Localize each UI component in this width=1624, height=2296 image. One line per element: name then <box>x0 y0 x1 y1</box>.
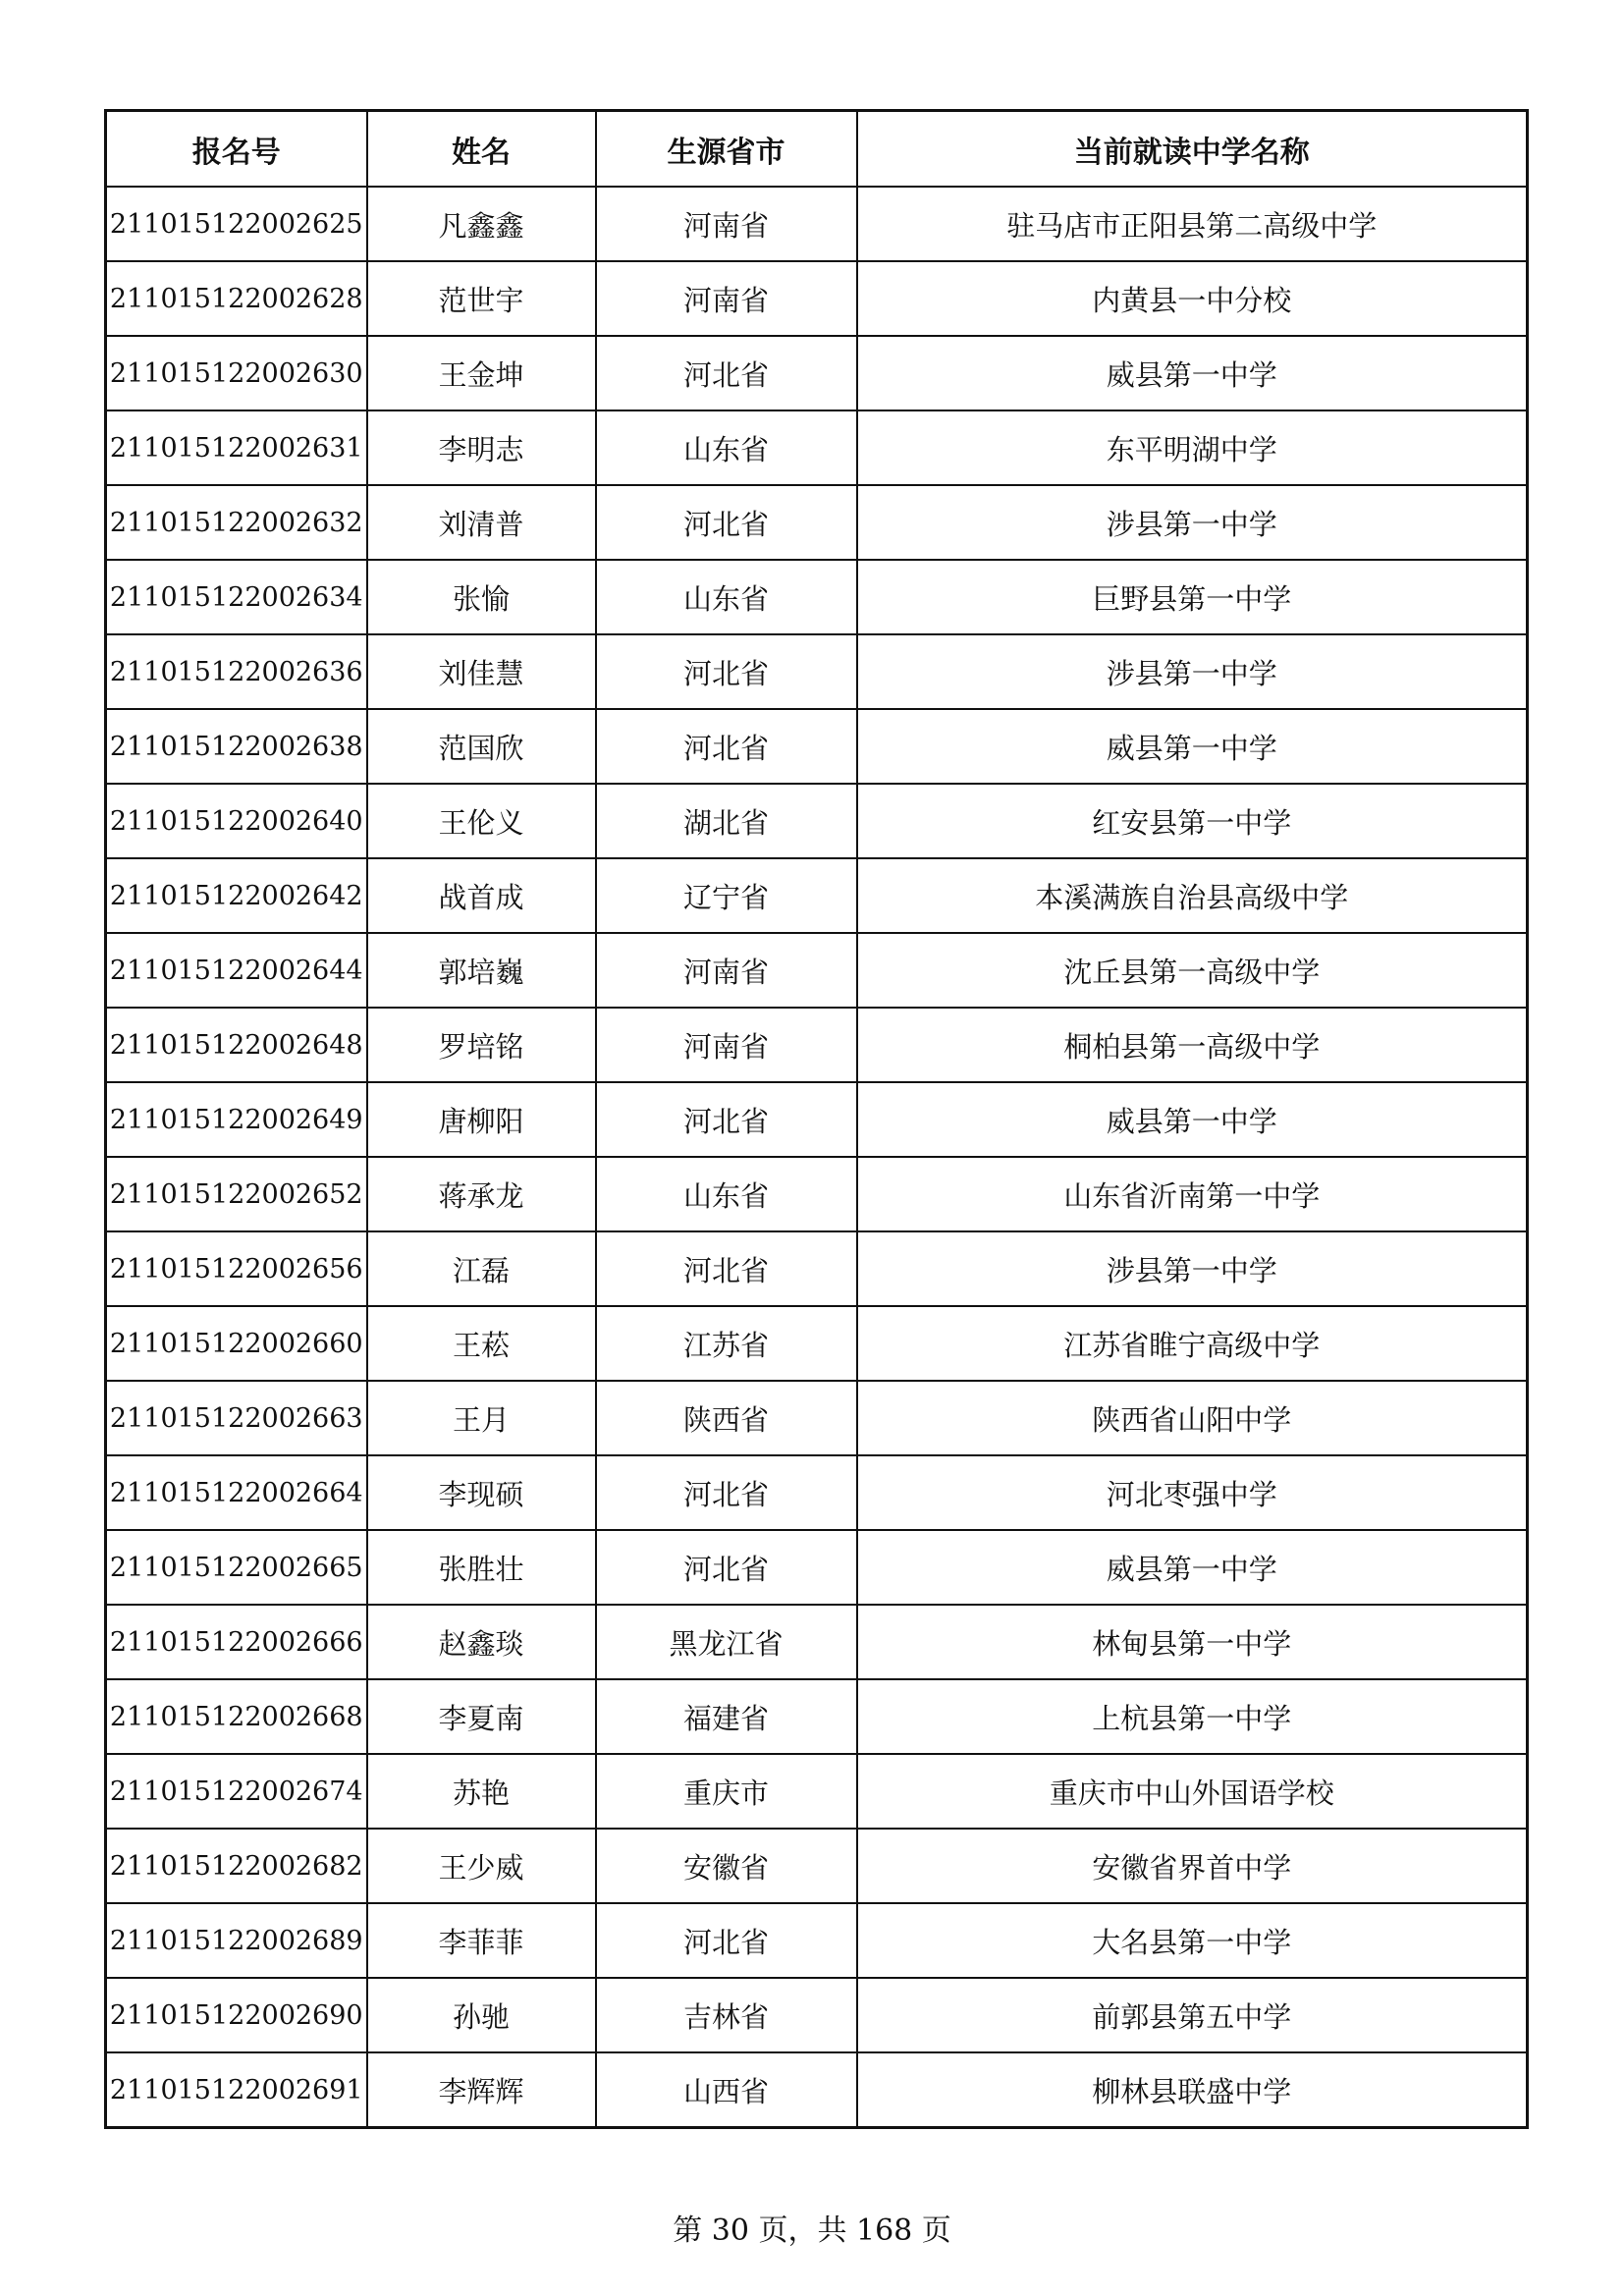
school-name-cell: 前郭县第五中学 <box>857 1978 1528 2052</box>
school-name-cell: 江苏省睢宁高级中学 <box>857 1306 1528 1381</box>
table-row <box>106 1829 1528 1903</box>
province-cell: 河北省 <box>596 709 857 784</box>
registration-number-cell: 211015122002664 <box>106 1455 367 1530</box>
registration-number-cell: 211015122002632 <box>106 485 367 560</box>
student-name-cell: 李辉辉 <box>367 2052 596 2128</box>
province-cell: 河北省 <box>596 336 857 410</box>
student-name-cell: 苏艳 <box>367 1754 596 1829</box>
province-cell: 河北省 <box>596 1903 857 1978</box>
province-cell: 江苏省 <box>596 1306 857 1381</box>
table-row <box>106 1008 1528 1082</box>
student-name-cell: 王伦义 <box>367 784 596 858</box>
registration-number-cell: 211015122002634 <box>106 560 367 634</box>
student-name-cell: 江磊 <box>367 1231 596 1306</box>
admission-roster-table <box>104 109 1529 2129</box>
registration-number-cell: 211015122002682 <box>106 1829 367 1903</box>
table-row <box>106 784 1528 858</box>
school-name-cell: 巨野县第一中学 <box>857 560 1528 634</box>
table-row <box>106 1455 1528 1530</box>
school-name-cell: 本溪满族自治县高级中学 <box>857 858 1528 933</box>
school-name-cell: 东平明湖中学 <box>857 410 1528 485</box>
province-cell: 湖北省 <box>596 784 857 858</box>
registration-number-cell: 211015122002628 <box>106 261 367 336</box>
school-name-cell: 林甸县第一中学 <box>857 1605 1528 1679</box>
province-cell: 河南省 <box>596 187 857 261</box>
registration-number-cell: 211015122002674 <box>106 1754 367 1829</box>
header-registration-number: 报名号 <box>106 111 367 188</box>
province-cell: 河北省 <box>596 485 857 560</box>
student-name-cell: 刘清普 <box>367 485 596 560</box>
registration-number-cell: 211015122002625 <box>106 187 367 261</box>
registration-number-cell: 211015122002691 <box>106 2052 367 2128</box>
student-name-cell: 张胜壮 <box>367 1530 596 1605</box>
table-row <box>106 1754 1528 1829</box>
table-row <box>106 1381 1528 1455</box>
province-cell: 山西省 <box>596 2052 857 2128</box>
school-name-cell: 涉县第一中学 <box>857 485 1528 560</box>
registration-number-cell: 211015122002666 <box>106 1605 367 1679</box>
province-cell: 山东省 <box>596 1157 857 1231</box>
province-cell: 福建省 <box>596 1679 857 1754</box>
registration-number-cell: 211015122002648 <box>106 1008 367 1082</box>
school-name-cell: 柳林县联盛中学 <box>857 2052 1528 2128</box>
registration-number-cell: 211015122002663 <box>106 1381 367 1455</box>
school-name-cell: 驻马店市正阳县第二高级中学 <box>857 187 1528 261</box>
student-name-cell: 李菲菲 <box>367 1903 596 1978</box>
registration-number-cell: 211015122002642 <box>106 858 367 933</box>
province-cell: 山东省 <box>596 560 857 634</box>
province-cell: 吉林省 <box>596 1978 857 2052</box>
header-name: 姓名 <box>367 111 596 188</box>
table-row <box>106 1082 1528 1157</box>
province-cell: 黑龙江省 <box>596 1605 857 1679</box>
province-cell: 河南省 <box>596 261 857 336</box>
school-name-cell: 威县第一中学 <box>857 709 1528 784</box>
table-row <box>106 336 1528 410</box>
table-row <box>106 1605 1528 1679</box>
registration-number-cell: 211015122002652 <box>106 1157 367 1231</box>
student-name-cell: 唐柳阳 <box>367 1082 596 1157</box>
registration-number-cell: 211015122002640 <box>106 784 367 858</box>
student-name-cell: 赵鑫琰 <box>367 1605 596 1679</box>
student-name-cell: 刘佳慧 <box>367 634 596 709</box>
table-row <box>106 1679 1528 1754</box>
school-name-cell: 大名县第一中学 <box>857 1903 1528 1978</box>
student-name-cell: 战首成 <box>367 858 596 933</box>
school-name-cell: 威县第一中学 <box>857 1082 1528 1157</box>
student-name-cell: 张愉 <box>367 560 596 634</box>
school-name-cell: 威县第一中学 <box>857 1530 1528 1605</box>
header-school: 当前就读中学名称 <box>857 111 1528 188</box>
school-name-cell: 山东省沂南第一中学 <box>857 1157 1528 1231</box>
table-header <box>106 111 1528 188</box>
school-name-cell: 红安县第一中学 <box>857 784 1528 858</box>
table-row <box>106 1157 1528 1231</box>
province-cell: 山东省 <box>596 410 857 485</box>
table-row <box>106 634 1528 709</box>
province-cell: 河南省 <box>596 933 857 1008</box>
registration-number-cell: 211015122002665 <box>106 1530 367 1605</box>
table-row <box>106 1530 1528 1605</box>
registration-number-cell: 211015122002644 <box>106 933 367 1008</box>
province-cell: 陕西省 <box>596 1381 857 1455</box>
school-name-cell: 重庆市中山外国语学校 <box>857 1754 1528 1829</box>
table-body <box>106 187 1528 2128</box>
school-name-cell: 桐柏县第一高级中学 <box>857 1008 1528 1082</box>
student-name-cell: 范世宇 <box>367 261 596 336</box>
registration-number-cell: 211015122002649 <box>106 1082 367 1157</box>
province-cell: 辽宁省 <box>596 858 857 933</box>
student-name-cell: 王金坤 <box>367 336 596 410</box>
school-name-cell: 安徽省界首中学 <box>857 1829 1528 1903</box>
school-name-cell: 涉县第一中学 <box>857 1231 1528 1306</box>
registration-number-cell: 211015122002689 <box>106 1903 367 1978</box>
table-row <box>106 485 1528 560</box>
table-row <box>106 187 1528 261</box>
table-row <box>106 1978 1528 2052</box>
header-province: 生源省市 <box>596 111 857 188</box>
table-row <box>106 560 1528 634</box>
registration-number-cell: 211015122002630 <box>106 336 367 410</box>
page-number-footer: 第 30 页，共 168 页 <box>673 2214 951 2248</box>
school-name-cell: 威县第一中学 <box>857 336 1528 410</box>
student-name-cell: 李明志 <box>367 410 596 485</box>
registration-number-cell: 211015122002668 <box>106 1679 367 1754</box>
province-cell: 河北省 <box>596 1530 857 1605</box>
student-name-cell: 王菘 <box>367 1306 596 1381</box>
student-name-cell: 凡鑫鑫 <box>367 187 596 261</box>
student-name-cell: 李现硕 <box>367 1455 596 1530</box>
student-name-cell: 王月 <box>367 1381 596 1455</box>
province-cell: 河南省 <box>596 1008 857 1082</box>
province-cell: 安徽省 <box>596 1829 857 1903</box>
student-name-cell: 蒋承龙 <box>367 1157 596 1231</box>
school-name-cell: 涉县第一中学 <box>857 634 1528 709</box>
province-cell: 河北省 <box>596 1082 857 1157</box>
province-cell: 河北省 <box>596 634 857 709</box>
province-cell: 河北省 <box>596 1231 857 1306</box>
school-name-cell: 沈丘县第一高级中学 <box>857 933 1528 1008</box>
table-row <box>106 858 1528 933</box>
school-name-cell: 陕西省山阳中学 <box>857 1381 1528 1455</box>
table-row <box>106 2052 1528 2128</box>
table-row <box>106 410 1528 485</box>
table-row <box>106 1903 1528 1978</box>
student-name-cell: 王少威 <box>367 1829 596 1903</box>
table-row <box>106 1306 1528 1381</box>
table-row <box>106 933 1528 1008</box>
registration-number-cell: 211015122002636 <box>106 634 367 709</box>
registration-number-cell: 211015122002690 <box>106 1978 367 2052</box>
school-name-cell: 上杭县第一中学 <box>857 1679 1528 1754</box>
province-cell: 重庆市 <box>596 1754 857 1829</box>
registration-number-cell: 211015122002660 <box>106 1306 367 1381</box>
registration-number-cell: 211015122002656 <box>106 1231 367 1306</box>
registration-number-cell: 211015122002631 <box>106 410 367 485</box>
school-name-cell: 内黄县一中分校 <box>857 261 1528 336</box>
student-name-cell: 范国欣 <box>367 709 596 784</box>
table-row <box>106 261 1528 336</box>
header-row <box>106 111 1528 188</box>
province-cell: 河北省 <box>596 1455 857 1530</box>
student-name-cell: 郭培巍 <box>367 933 596 1008</box>
student-name-cell: 李夏南 <box>367 1679 596 1754</box>
table-row <box>106 1231 1528 1306</box>
registration-number-cell: 211015122002638 <box>106 709 367 784</box>
student-name-cell: 孙驰 <box>367 1978 596 2052</box>
school-name-cell: 河北枣强中学 <box>857 1455 1528 1530</box>
table-row <box>106 709 1528 784</box>
student-name-cell: 罗培铭 <box>367 1008 596 1082</box>
